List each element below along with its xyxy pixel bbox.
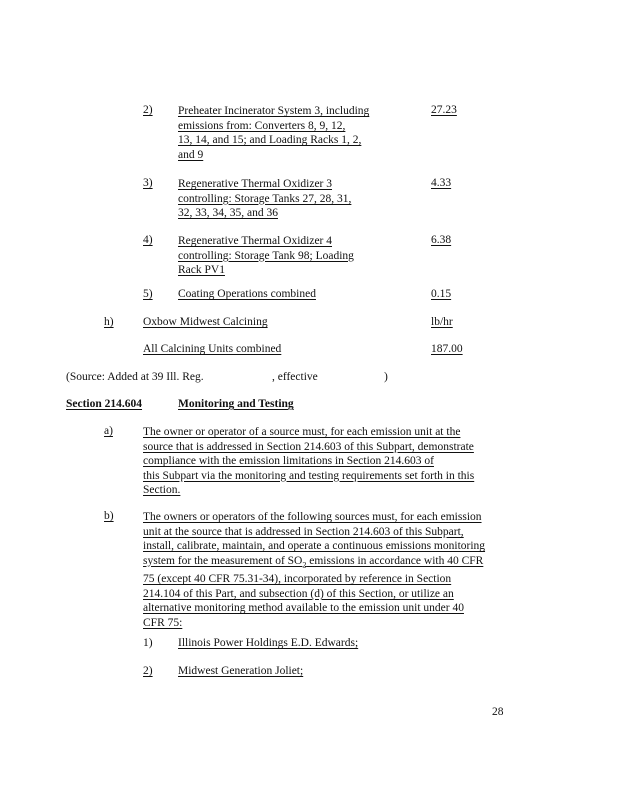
- section-number: Section 214.604: [66, 398, 143, 410]
- source-note-effective: , effective: [272, 371, 318, 383]
- page-number: 28: [492, 706, 504, 718]
- item-2-line-2: emissions from: Converters 8, 9, 12,: [178, 119, 346, 132]
- para-b-line-1: The owners or operators of the following sources must, for each emission: [143, 511, 482, 523]
- item-3-line-1: Regenerative Thermal Oxidizer 3: [178, 178, 333, 190]
- source-note-close: ): [384, 371, 388, 383]
- para-b-line-6: 214.104 of this Part, and subsection (d) of this Section, or utilize an: [143, 587, 454, 600]
- item-4-number: 4): [143, 234, 153, 246]
- item-h-letter: h): [104, 316, 114, 328]
- para-b-text: [143, 510, 485, 630]
- para-a-letter: a): [104, 425, 113, 437]
- para-b-line-2: unit at the source that is addressed in Section 214.603 of this Subpart,: [143, 525, 464, 538]
- para-b-line-4: [143, 554, 485, 573]
- item-3-line-3: 32, 33, 34, 35, and 36: [178, 207, 278, 219]
- source-note-prefix: (Source: Added at 39 Ill. Reg.: [66, 371, 204, 383]
- calcining-value: 187.00: [431, 343, 463, 355]
- item-4-line-1: Regenerative Thermal Oxidizer 4: [178, 235, 333, 247]
- item-2-value: 27.23: [431, 104, 457, 116]
- so2-subscript: 2: [302, 559, 307, 569]
- item-4-line-2: controlling: Storage Tank 98; Loading: [178, 249, 354, 262]
- list-b-1-text: Illinois Power Holdings E.D. Edwards;: [178, 637, 359, 649]
- item-4-line-3: Rack PV1: [178, 264, 225, 276]
- para-b-line-4-pre: system for the measurement of SO: [143, 554, 303, 567]
- para-a-line-4: this Subpart via the monitoring and testing requirements set forth in this: [143, 469, 475, 482]
- item-3-line-2: controlling: Storage Tanks 27, 28, 31,: [178, 192, 352, 205]
- item-3-text: [178, 177, 351, 221]
- list-b-1-number: 1): [143, 637, 153, 649]
- item-h-label: Oxbow Midwest Calcining: [143, 316, 268, 328]
- para-b-line-8: CFR 75:: [143, 616, 183, 629]
- para-a-line-1: The owner or operator of a source must, for each emission unit at the: [143, 426, 461, 438]
- item-2-line-4: and 9: [178, 148, 204, 161]
- item-5-label: Coating Operations combined: [178, 288, 316, 300]
- para-b-line-3: install, calibrate, maintain, and operate a continuous emissions monitoring: [143, 540, 486, 552]
- item-3-number: 3): [143, 177, 153, 189]
- item-4-value: 6.38: [431, 234, 452, 246]
- para-a-line-5: Section.: [143, 484, 181, 496]
- item-h-unit: lb/hr: [431, 316, 453, 328]
- para-b-line-4-post: emissions in accordance with 40 CFR: [306, 554, 484, 567]
- item-2-text: [178, 104, 369, 162]
- para-a-line-2: source that is addressed in Section 214.603 of this Subpart, demonstrate: [143, 440, 474, 453]
- item-5-number: 5): [143, 288, 153, 300]
- item-5-value: 0.15: [431, 288, 452, 300]
- para-b-line-5: 75 (except 40 CFR 75.31-34), incorporated by reference in Section: [143, 573, 452, 586]
- item-4-text: [178, 234, 354, 278]
- calcining-label: All Calcining Units combined: [143, 343, 282, 355]
- item-3-value: 4.33: [431, 177, 452, 189]
- section-title: Monitoring and Testing: [178, 398, 294, 410]
- list-b-2-text: Midwest Generation Joliet;: [178, 665, 304, 677]
- item-2-line-1: Preheater Incinerator System 3, including: [178, 105, 370, 117]
- para-a-text: [143, 425, 474, 498]
- item-2-number: 2): [143, 104, 153, 116]
- para-b-letter: b): [104, 510, 114, 522]
- item-2-line-3: 13, 14, and 15; and Loading Racks 1, 2,: [178, 134, 362, 146]
- list-b-2-number: 2): [143, 665, 153, 677]
- para-b-line-7: alternative monitoring method available to the emission unit under 40: [143, 602, 464, 615]
- para-a-line-3: compliance with the emission limitations in Section 214.603 of: [143, 455, 434, 467]
